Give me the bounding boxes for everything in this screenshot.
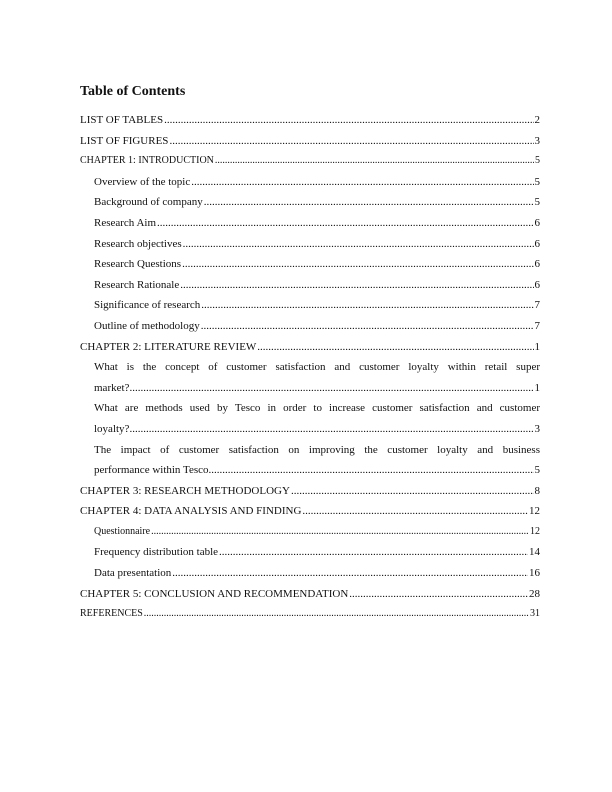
dot-leader: [201, 295, 533, 316]
toc-entry-label: LIST OF FIGURES: [80, 134, 169, 147]
dot-leader: [257, 337, 533, 358]
dot-leader: [129, 378, 533, 399]
toc-entry-list-of-tables[interactable]: [80, 110, 540, 131]
toc-entry-label-line1: What are methods used by Tesco in order to increase customer satisfaction and customer: [94, 402, 540, 415]
toc-entry-page: 1: [534, 381, 540, 394]
toc-entry-label: Research Aim: [94, 216, 157, 229]
toc-entry-page: 12: [529, 505, 540, 518]
toc-entry-tesco-methods[interactable]: [80, 398, 540, 439]
dot-leader: [172, 563, 528, 584]
toc-entry-page: 12: [530, 525, 540, 537]
toc-entry-label: Data presentation: [94, 567, 172, 580]
toc-entry-page: 6: [534, 216, 540, 229]
toc-entry-label: Background of company: [94, 196, 203, 209]
toc-entry-page: 1: [534, 340, 540, 353]
dot-leader: [201, 316, 534, 337]
toc-entry-label: Questionnaire: [94, 525, 151, 537]
dot-leader: [219, 542, 528, 563]
dot-leader: [129, 419, 533, 440]
dot-leader: [349, 584, 528, 605]
toc-entry-page: 5: [534, 196, 540, 209]
toc-entry-label-line2: performance within Tesco.: [94, 464, 212, 477]
toc-entry-page: 5: [534, 175, 540, 188]
dot-leader: [151, 522, 529, 543]
toc-entry-label: Research Questions: [94, 258, 182, 271]
toc-entry-chapter-2[interactable]: [80, 337, 540, 358]
toc-entry-list-of-figures[interactable]: [80, 131, 540, 152]
toc-entry-label: CHAPTER 3: RESEARCH METHODOLOGY: [80, 484, 290, 497]
toc-entry-label: Overview of the topic: [94, 175, 191, 188]
toc-entry-page: 8: [534, 484, 540, 497]
table-of-contents: [80, 110, 540, 625]
toc-entry-chapter-4[interactable]: [80, 501, 540, 522]
toc-entry-label-line2: loyalty?: [94, 422, 130, 435]
toc-entry-label: CHAPTER 4: DATA ANALYSIS AND FINDING: [80, 505, 302, 518]
toc-entry-page: 7: [534, 299, 540, 312]
dot-leader: [144, 604, 529, 625]
toc-entry-label: Research objectives: [94, 237, 182, 250]
dot-leader: [302, 501, 528, 522]
toc-entry-page: 5: [534, 464, 540, 477]
toc-entry-label-line2: market?: [94, 381, 130, 394]
toc-entry-page: 6: [534, 278, 540, 291]
toc-entry-chapter-5[interactable]: [80, 584, 540, 605]
toc-title: Table of Contents: [80, 84, 186, 99]
dot-leader: [164, 110, 533, 131]
toc-entry-questionnaire[interactable]: [80, 522, 540, 543]
toc-entry-label-line1: What is the concept of customer satisfaction and customer loyalty within retail super: [94, 361, 540, 374]
dot-leader: [204, 192, 534, 213]
dot-leader: [211, 460, 533, 481]
toc-entry-label: CHAPTER 2: LITERATURE REVIEW: [80, 340, 257, 353]
dot-leader: [183, 234, 534, 255]
toc-entry-page: 3: [534, 134, 540, 147]
toc-entry-label: Significance of research: [94, 299, 201, 312]
toc-entry-concept-satisfaction[interactable]: [80, 357, 540, 398]
toc-entry-page: 5: [535, 155, 540, 167]
toc-entry-page: 6: [534, 258, 540, 271]
toc-entry-research-questions[interactable]: [80, 254, 540, 275]
dot-leader: [191, 172, 533, 193]
toc-entry-chapter-3[interactable]: [80, 481, 540, 502]
toc-entry-research-objectives[interactable]: [80, 234, 540, 255]
toc-entry-page: 31: [530, 608, 540, 620]
toc-entry-label-line1: The impact of customer satisfaction on improving the customer loyalty and business: [94, 443, 540, 456]
toc-entry-page: 3: [534, 422, 540, 435]
toc-entry-page: 14: [529, 546, 540, 559]
toc-entry-overview[interactable]: [80, 172, 540, 193]
dot-leader: [157, 213, 533, 234]
toc-entry-label: CHAPTER 5: CONCLUSION AND RECOMMENDATION: [80, 587, 349, 600]
toc-entry-significance[interactable]: [80, 295, 540, 316]
toc-entry-label: LIST OF TABLES: [80, 114, 164, 126]
toc-entry-label: CHAPTER 1: INTRODUCTION: [80, 155, 214, 167]
dot-leader: [291, 481, 534, 502]
dot-leader: [215, 151, 534, 172]
toc-entry-methodology-outline[interactable]: [80, 316, 540, 337]
toc-entry-label: REFERENCES: [80, 608, 143, 620]
toc-entry-page: 2: [534, 114, 540, 126]
toc-entry-page: 28: [529, 587, 540, 600]
toc-entry-data-presentation[interactable]: [80, 563, 540, 584]
toc-entry-frequency-table[interactable]: [80, 542, 540, 563]
toc-entry-label: Research Rationale: [94, 278, 180, 291]
toc-entry-research-aim[interactable]: [80, 213, 540, 234]
toc-entry-research-rationale[interactable]: [80, 275, 540, 296]
dot-leader: [180, 275, 533, 296]
toc-entry-label: Frequency distribution table: [94, 546, 219, 559]
dot-leader: [182, 254, 533, 275]
toc-entry-references[interactable]: [80, 604, 540, 625]
dot-leader: [169, 131, 533, 152]
toc-entry-impact-satisfaction[interactable]: [80, 440, 540, 481]
toc-entry-background[interactable]: [80, 192, 540, 213]
toc-entry-chapter-1[interactable]: [80, 151, 540, 172]
toc-entry-page: 7: [534, 319, 540, 332]
toc-entry-page: 6: [534, 237, 540, 250]
toc-entry-label: Outline of methodology: [94, 319, 200, 332]
toc-entry-page: 16: [529, 567, 540, 580]
